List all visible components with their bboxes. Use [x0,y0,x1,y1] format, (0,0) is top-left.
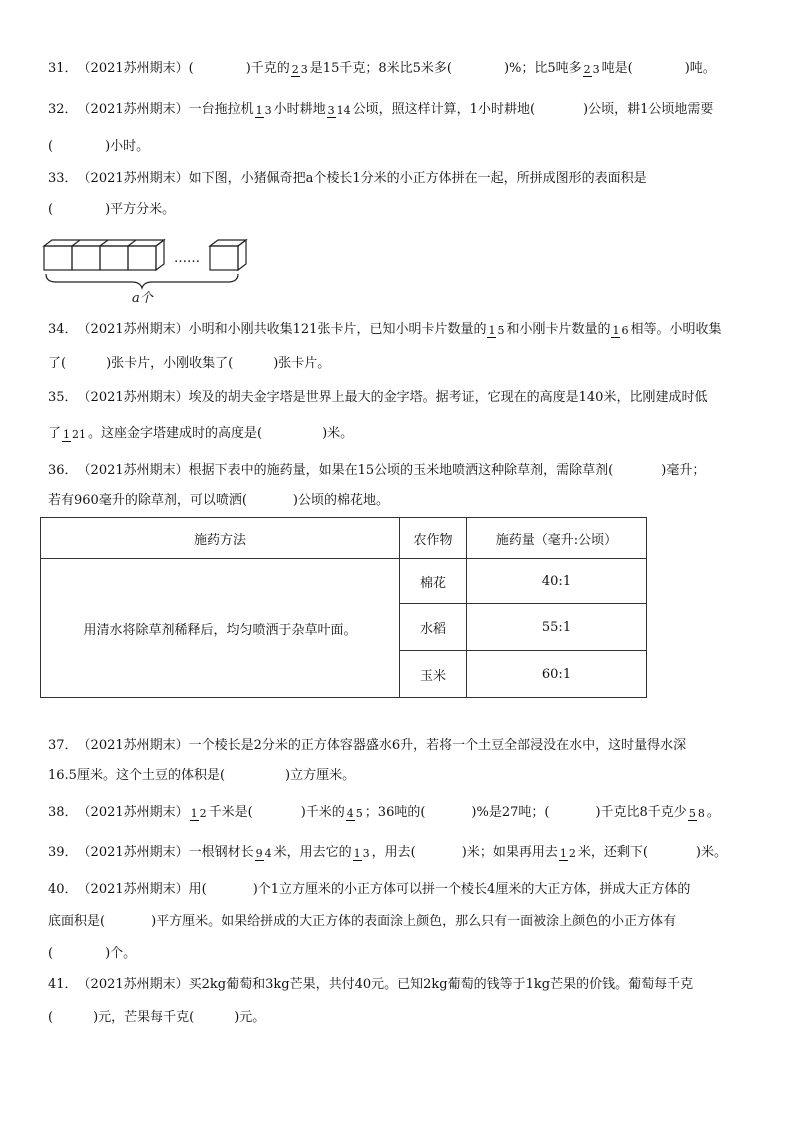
cube-front [100,246,128,270]
dosage-table [40,517,647,698]
question-source: （2021苏州期末） [77,322,189,337]
fraction: 1 2 [559,846,576,860]
ellipsis-dots: …… [174,251,200,266]
cube-front [128,246,156,270]
question-37-line-2: 16.5厘米。这个土豆的体积是( )立方厘米。 [48,768,356,783]
fraction: 1 2 [190,806,207,820]
question-number: 41． [48,977,78,992]
question-34-line-2: 了( )张卡片，小刚收集了( )张卡片。 [48,356,331,371]
table-rate-cell: 55:1 [467,604,647,651]
question-number: 32． [48,102,78,117]
question-37: 37．（2021苏州期末）一个棱长是2分米的正方体容器盛水6升，若将一个土豆全部浸没在水中，这时量得水深 [48,736,686,756]
fraction: 1 6 [612,323,629,337]
fraction: 9 4 [255,846,272,860]
fraction: 1 3 [353,846,370,860]
fraction: 5 8 [688,806,705,820]
question-35-line-2: 了 1 21 。这座金字塔建成时的高度是( )米。 [48,426,354,441]
question-source: （2021苏州期末） [77,390,189,405]
question-number: 40． [48,882,78,897]
table-crop-cell: 水稻 [400,604,467,651]
table-crop-cell: 棉花 [400,559,467,604]
figure-label: a个 [132,291,153,306]
fraction: 2 3 [583,62,600,76]
single-cube-side [238,240,246,270]
cube-front [44,246,72,270]
cube-row-figure [40,226,260,306]
single-cube-top [210,240,246,246]
question-35: 35．（2021苏州期末）埃及的胡夫金字塔是世界上最大的金字塔。据考证，它现在的高度是140米，比刚建成时低 [48,388,707,408]
table-header: 施药量（毫升:公顷） [467,518,647,559]
table-header: 施药方法 [41,518,400,559]
question-32: 32．（2021苏州期末）一台拖拉机 1 3 小时耕地 3 14 公顷，照这样计算，1小时耕地( )公顷，耕1公顷地需要 [48,100,713,120]
table-method-cell: 用清水将除草剂稀释后，均匀喷洒于杂草叶面。 [41,559,400,698]
question-source: （2021苏州期末） [77,171,189,186]
question-number: 31． [48,61,78,76]
question-source: （2021苏州期末） [77,845,189,860]
table-rate-cell: 60:1 [467,651,647,698]
fraction: 1 5 [488,323,505,337]
question-41-line-2: ( )元，芒果每千克( )元。 [48,1010,266,1025]
fraction: 1 3 [255,103,272,117]
question-41: 41．（2021苏州期末）买2kg葡萄和3kg芒果，共付40元。已知2kg葡萄的钱等于1kg芒果的价钱。葡萄每千克 [48,975,693,995]
question-number: 33． [48,171,78,186]
question-34: 34．（2021苏州期末）小明和小刚共收集121张卡片，已知小明卡片数量的 1 5 和小刚卡片数量的 1 6 相等。小明收集 [48,320,722,340]
question-38: 38．（2021苏州期末） 1 2 千米是( )千米的 4 5 ；36吨的( )%是27吨；( )千克比8千克少 5 8 。 [48,803,720,823]
question-source: （2021苏州期末） [77,977,189,992]
question-source: （2021苏州期末） [77,805,189,820]
fraction: 4 5 [346,806,363,820]
question-source: （2021苏州期末） [77,463,189,478]
question-source: （2021苏州期末） [77,102,189,117]
fraction: 1 21 [63,427,87,441]
question-33: 33．（2021苏州期末）如下图，小猪佩奇把a个棱长1分米的小正方体拼在一起，所拼成图形的表面积是 [48,169,647,189]
table-header-row [41,518,647,559]
question-source: （2021苏州期末） [77,882,189,897]
question-number: 37． [48,738,78,753]
question-39: 39．（2021苏州期末）一根钢材长 9 4 米，用去它的 1 3 ，用去( )米；如果再用去 1 2 米，还剩下( )米。 [48,843,727,863]
question-40-line-2: 底面积是( )平方厘米。如果给拼成的大正方体的表面涂上颜色，那么只有一面被涂上颜色的小正方体有 [48,914,677,929]
question-40-line-3: ( )个。 [48,946,137,961]
question-36: 36．（2021苏州期末）根据下表中的施药量，如果在15公顷的玉米地喷洒这种除草剂，需除草剂( )毫升； [48,461,705,481]
fraction: 2 3 [291,62,308,76]
question-number: 38． [48,805,78,820]
question-number: 34． [48,322,78,337]
question-number: 35． [48,390,78,405]
table-row [41,559,647,604]
question-source: （2021苏州期末） [77,61,189,76]
single-cube-front [210,246,238,270]
question-number: 39． [48,845,78,860]
question-40: 40．（2021苏州期末）用( )个1立方厘米的小正方体可以拼一个棱长4厘米的大正方体，拼成大正方体的 [48,880,690,900]
question-33-line-2: ( )平方分米。 [48,202,176,217]
question-31: 31．（2021苏州期末）( )千克的 2 3 是15千克；8米比5米多( )%；比5吨多 2 3 吨是( )吨。 [48,59,716,79]
question-32-line-2: ( )小时。 [48,139,150,154]
table-crop-cell: 玉米 [400,651,467,698]
fraction: 3 14 [327,103,351,117]
question-36-line-2: 若有960毫升的除草剂，可以喷洒( )公顷的棉花地。 [48,493,389,508]
question-source: （2021苏州期末） [77,738,189,753]
table-header: 农作物 [400,518,467,559]
brace [46,274,238,288]
question-number: 36． [48,463,78,478]
cube-front [72,246,100,270]
cube-side-face [156,240,164,270]
table-rate-cell: 40:1 [467,559,647,604]
